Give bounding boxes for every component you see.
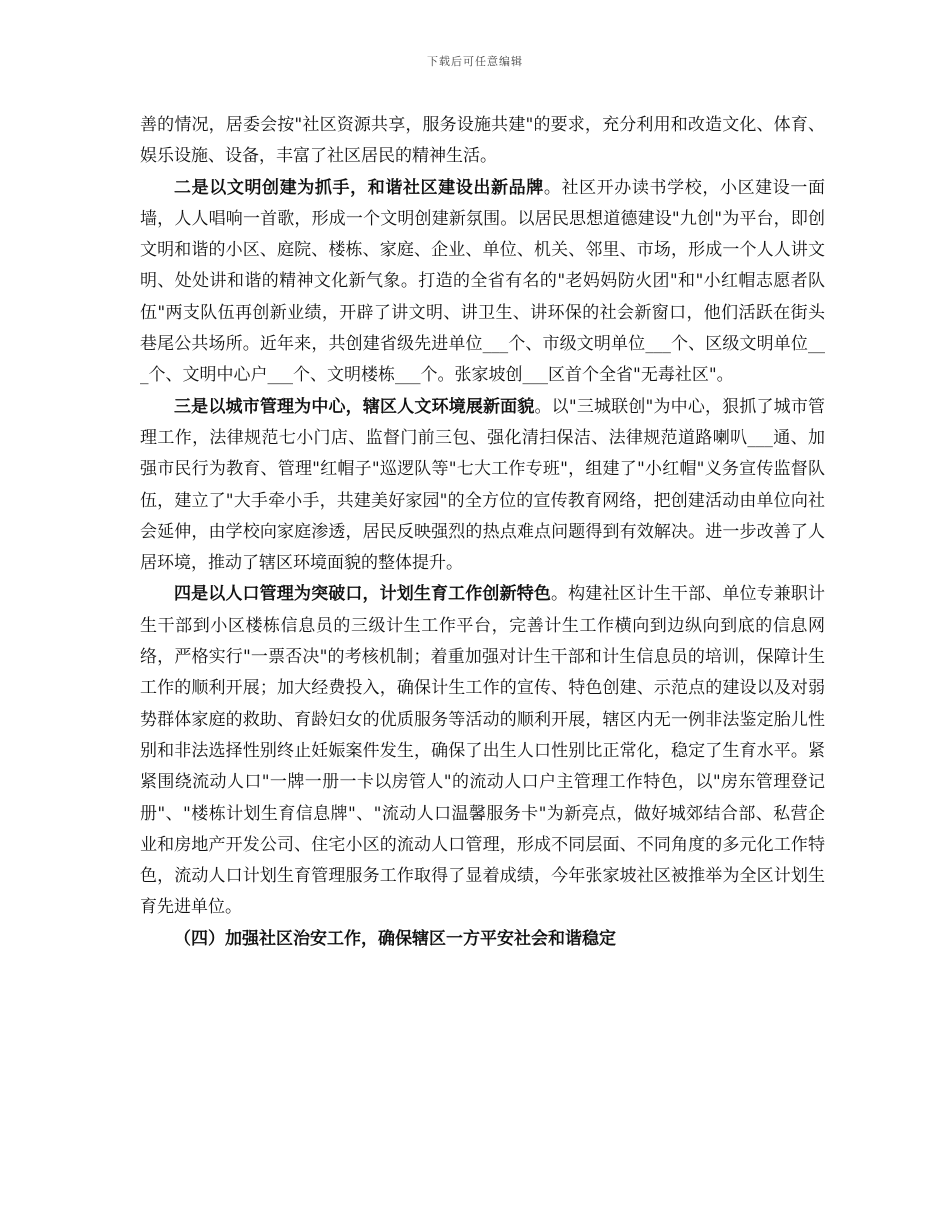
paragraph-3-lead: 三是以城市管理为中心，辖区人文环境展新面貌: [174, 396, 535, 417]
section-heading-4: （四）加强社区治安工作，确保辖区一方平安社会和谐稳定: [174, 928, 616, 949]
paragraph-2-text: 。社区开办读书学校，小区建设一面墙，人人唱响一首歌，形成一个文明创建新氛围。以居民思想道德建设"九创"为平台，即创文明和谐的小区、庭院、楼栋、家庭、企业、单位、机关、邻里、市场，形成一个人人讲文明、处处讲和谐的精神文化新气象。打造的全省有名的"老妈妈防火团"和"小红帽志愿者队伍"两支队伍再创新业绩，开辟了讲文明、讲卫生、讲环保的社会新窗口，他们活跃在街头巷尾公共场所。近年来，共创建省级先进单位___个、市级文明单位___个、区级文明单位___个、文明中心户___个、文明楼栋___个。张家坡创___区首个全省"无毒社区"。: [140, 177, 826, 386]
paragraph-4-text: 。构建社区计生干部、单位专兼职计生干部到小区楼栋信息员的三级计生工作平台，完善计生工作横向到边纵向到底的信息网络，严格实行"一票否决"的考核机制；着重加强对计生干部和计生信息员的培训，保障计生工作的顺利开展；加大经费投入，确保计生工作的宣传、特色创建、示范点的建设以及对弱势群体家庭的救助、育龄妇女的优质服务等活动的顺利开展，辖区内无一例非法鉴定胎儿性别和非法选择性别终止妊娠案件发生，确保了出生人口性别比正常化，稳定了生育水平。紧紧围绕流动人口"一牌一册一卡以房管人"的流动人口户主管理工作特色，以"房东管理登记册"、"楼栋计划生育信息牌"、"流动人口温馨服务卡"为新亮点，做好城郊结合部、私营企业和房地产开发公司、住宅小区的流动人口管理，形成不同层面、不同角度的多元化工作特色，流动人口计划生育管理服务工作取得了显着成绩，今年张家坡社区被推举为全区计划生育先进单位。: [140, 584, 826, 918]
document-body: [140, 110, 825, 955]
paragraph-3-text: 。以"三城联创"为中心，狠抓了城市管理工作，法律规范七小门店、监督门前三包、强化清扫保洁、法律规范道路喇叭___通、加强市民行为教育、管理"红帽子"巡逻队等"七大工作专班"，组建了"小红帽"义务宣传监督队伍，建立了"大手牵小手，共建美好家园"的全方位的宣传教育网络，把创建活动由单位向社会延伸，由学校向家庭渗透，居民反映强烈的热点难点问题得到有效解决。进一步改善了人居环境，推动了辖区环境面貌的整体提升。: [140, 396, 825, 574]
paragraph-3: [140, 392, 825, 580]
paragraph-4-lead: 四是以人口管理为突破口，计划生育工作创新特色: [174, 584, 551, 605]
paragraph-4: [140, 579, 825, 923]
paragraph-2-lead: 二是以文明创建为抓手，和谐社区建设出新品牌: [174, 177, 544, 198]
paragraph-2: [140, 173, 825, 392]
paragraph-1: 善的情况，居委会按"社区资源共享，服务设施共建"的要求，充分利用和改造文化、体育、娱乐设施、设备，丰富了社区居民的精神生活。: [140, 115, 825, 167]
page-header: 下载后可任意编辑: [427, 55, 523, 68]
